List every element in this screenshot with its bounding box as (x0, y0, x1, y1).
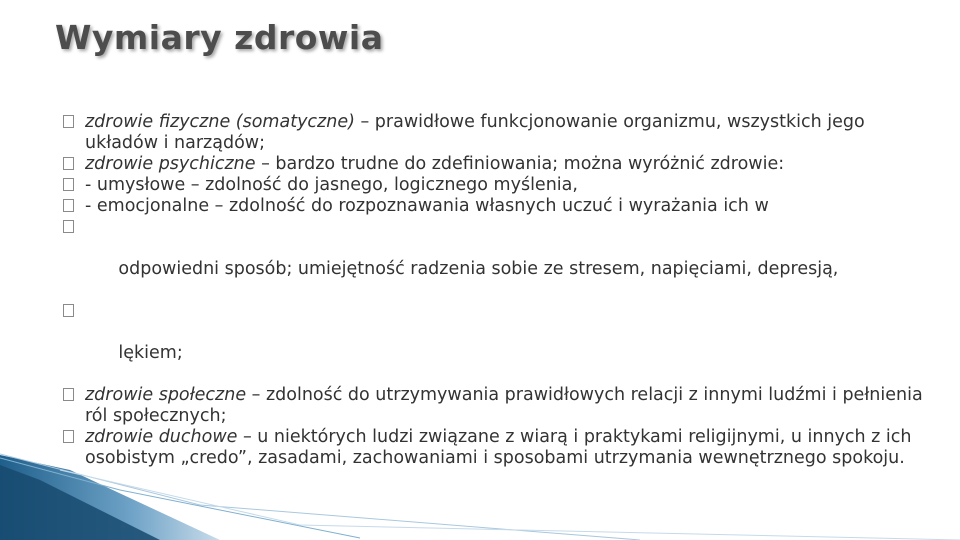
bullet-list (63, 112, 943, 469)
list-item (63, 154, 943, 175)
box-bullet-icon (63, 220, 74, 233)
item-term: zdrowie psychiczne (85, 154, 256, 174)
item-text: – prawidłowe funkcjonowanie organizmu, wszystkich jego układów i narządów; (85, 112, 865, 153)
item-text: - emocjonalne – zdolność do rozpoznawania własnych uczuć i wyrażania ich w (85, 196, 769, 216)
slide-title: Wymiary zdrowia (55, 18, 384, 57)
box-bullet-icon (63, 388, 74, 401)
list-item (63, 301, 943, 385)
decorative-wave (0, 450, 960, 540)
list-item (63, 217, 943, 301)
box-bullet-icon (63, 178, 74, 191)
item-text: lękiem; (107, 343, 183, 363)
box-bullet-icon (63, 157, 74, 170)
box-bullet-icon (63, 199, 74, 212)
item-text: – bardzo trudne do zdefiniowania; można wyróżnić zdrowie: (255, 154, 785, 174)
list-item (63, 196, 943, 217)
item-text: – zdolność do utrzymywania prawidłowych relacji z innymi ludźmi i pełnienia ról społecznych; (85, 385, 923, 426)
item-text: - umysłowe – zdolność do jasnego, logicznego myślenia, (85, 175, 578, 195)
item-term: zdrowie duchowe (85, 427, 238, 447)
item-term: zdrowie fizyczne (85, 112, 231, 132)
item-term-note: (somatyczne) (230, 112, 355, 132)
list-item (63, 175, 943, 196)
item-text: – u niektórych ludzi związane z wiarą i praktykami religijnymi, u innych z ich osobistym „credo”, zasadami, zachowaniami i sposobami utrzymania wewnętrznego spokoju. (85, 427, 912, 468)
list-item (63, 385, 943, 427)
item-text: odpowiedni sposób; umiejętność radzenia sobie ze stresem, napięciami, depresją, (107, 259, 839, 279)
box-bullet-icon (63, 304, 74, 317)
list-item (63, 112, 943, 154)
item-term: zdrowie społeczne (85, 385, 247, 405)
box-bullet-icon (63, 430, 74, 443)
box-bullet-icon (63, 115, 74, 128)
